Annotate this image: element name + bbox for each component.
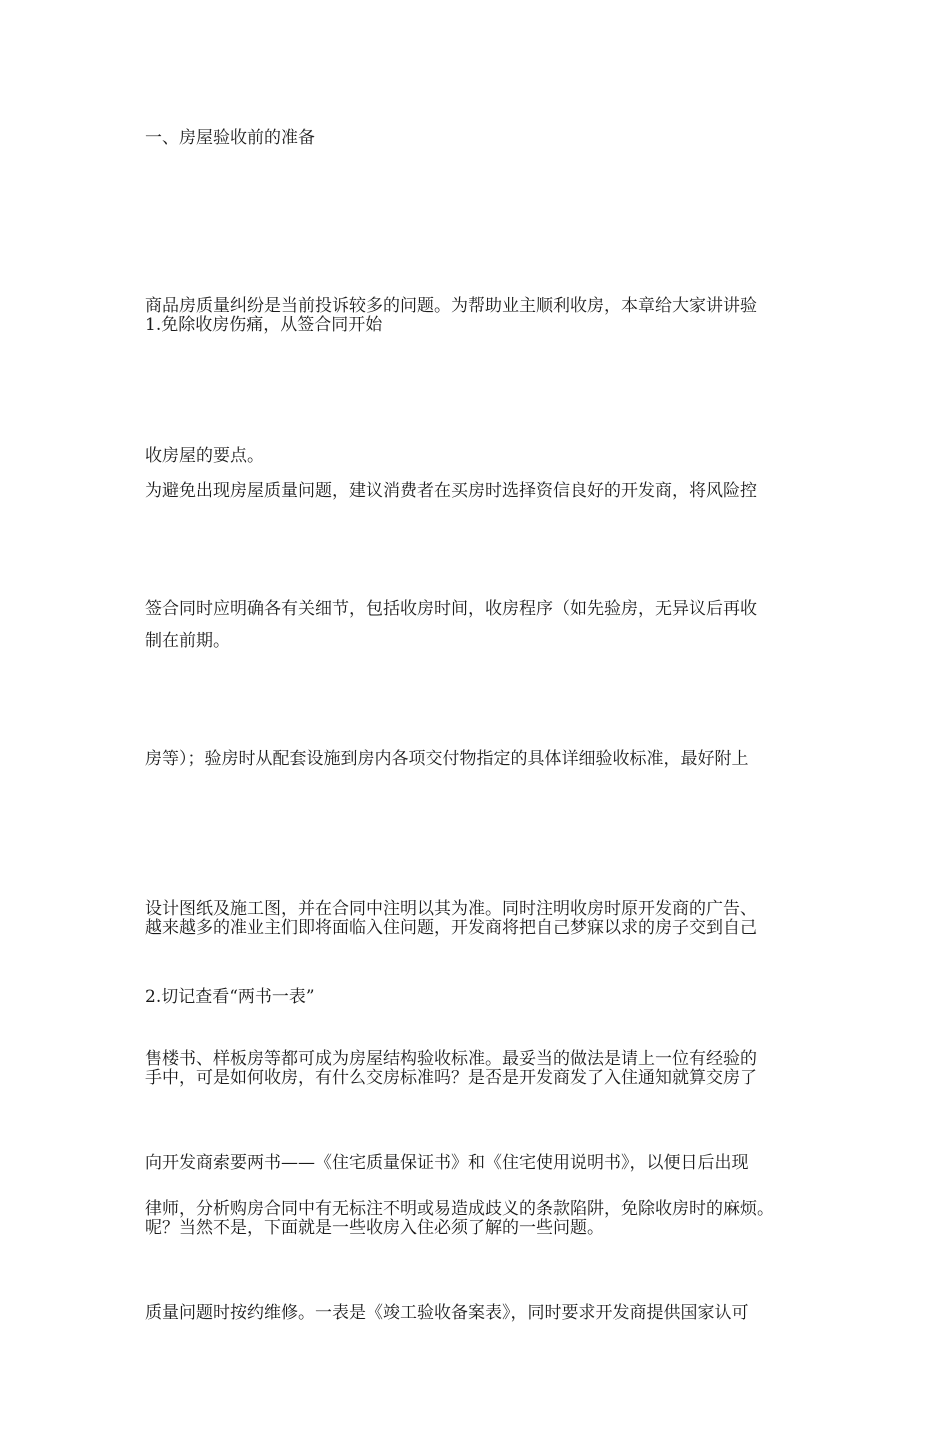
text-line: 为避免出现房屋质量问题，建议消费者在买房时选择资信良好的开发商，将风险控 <box>145 481 757 501</box>
text-line: 向开发商索要两书——《住宅质量保证书》和《住宅使用说明书》，以便日后出现 <box>145 1153 749 1173</box>
text-line: 呢？当然不是，下面就是一些收房入住必须了解的一些问题。 <box>145 1218 604 1238</box>
subheading-1: 1.免除收房伤痛，从签合同开始 <box>145 315 383 335</box>
text-line: 制在前期。 <box>145 631 230 651</box>
text-line: 签合同时应明确各有关细节，包括收房时间，收房程序（如先验房，无异议后再收 <box>145 599 757 619</box>
section-heading: 一、房屋验收前的准备 <box>145 128 315 148</box>
text-line: 收房屋的要点。 <box>145 446 264 466</box>
text-line: 设计图纸及施工图，并在合同中注明以其为准。同时注明收房时原开发商的广告、 <box>145 899 757 919</box>
text-line: 商品房质量纠纷是当前投诉较多的问题。为帮助业主顺利收房，本章给大家讲讲验 <box>145 296 757 316</box>
text-line: 质量问题时按约维修。一表是《竣工验收备案表》，同时要求开发商提供国家认可 <box>145 1303 749 1323</box>
text-line: 律师，分析购房合同中有无标注不明或易造成歧义的条款陷阱，免除收房时的麻烦。 <box>145 1199 774 1219</box>
subheading-2: 2.切记查看“两书一表” <box>145 987 315 1007</box>
text-line: 售楼书、样板房等都可成为房屋结构验收标准。最妥当的做法是请上一位有经验的 <box>145 1049 757 1069</box>
paragraph-4 <box>145 1038 825 1438</box>
text-line: 手中，可是如何收房，有什么交房标准吗？是否是开发商发了入住通知就算交房了 <box>145 1068 757 1088</box>
text-line: 房等）；验房时从配套设施到房内各项交付物指定的具体详细验收标准，最好附上 <box>145 749 749 769</box>
text-line: 越来越多的准业主们即将面临入住问题，开发商将把自己梦寐以求的房子交到自己 <box>145 918 757 938</box>
